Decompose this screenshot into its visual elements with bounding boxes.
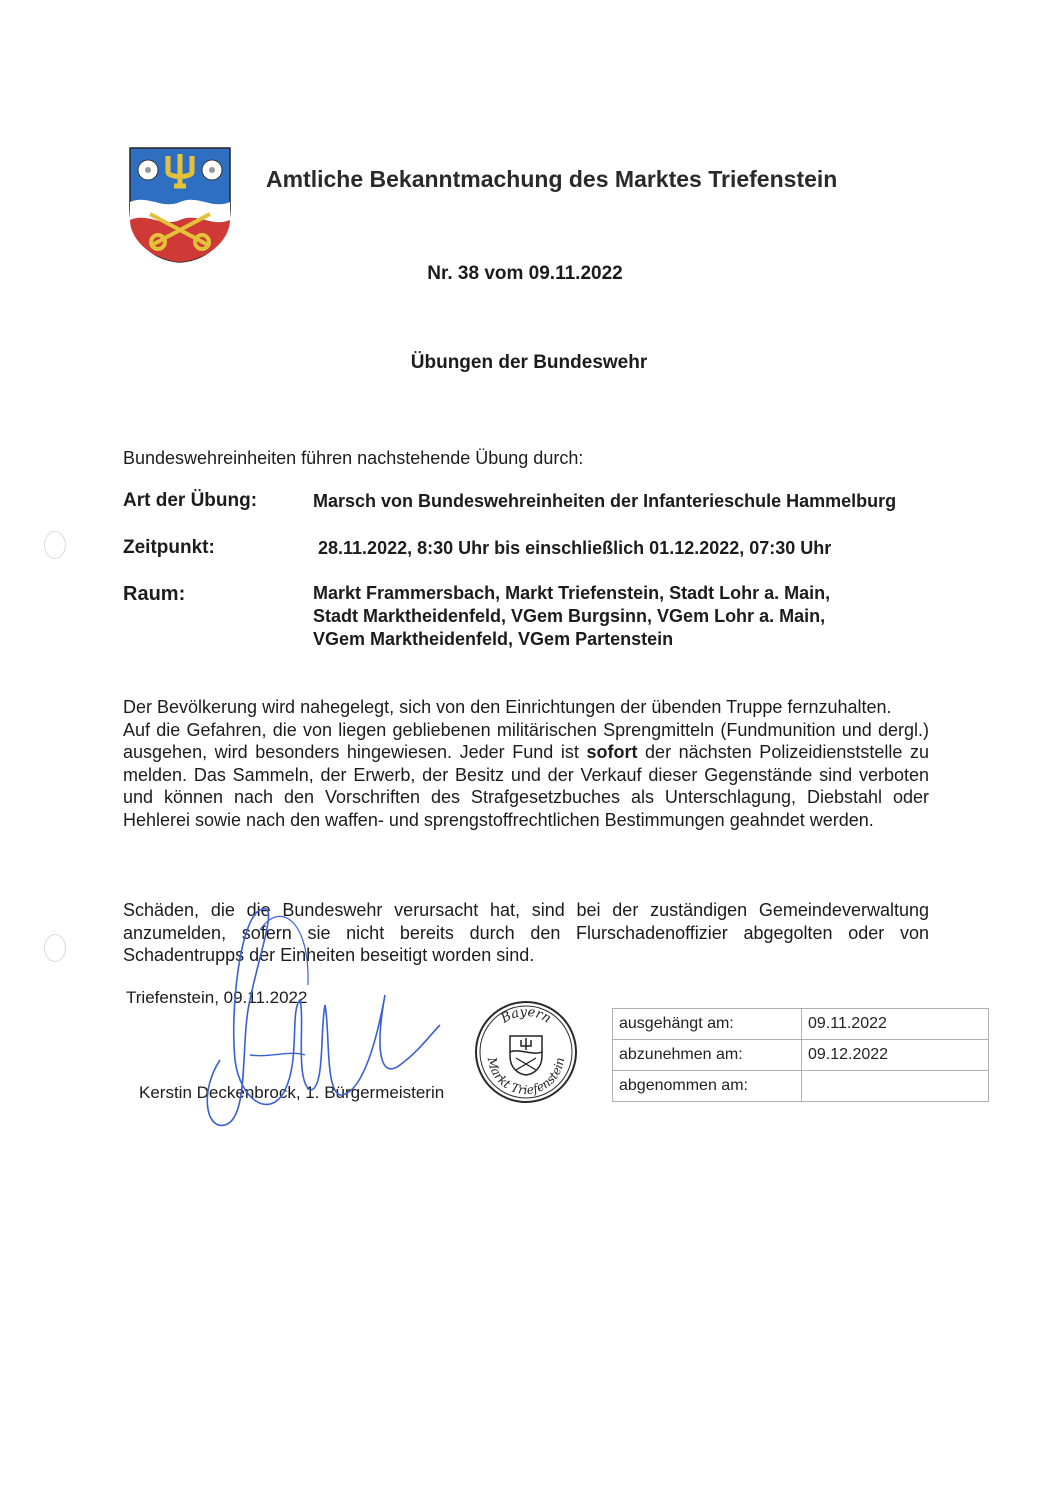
table-row	[613, 1071, 989, 1102]
posting-value: 09.12.2022	[802, 1040, 989, 1071]
posting-table	[612, 1008, 989, 1102]
exercise-type-label: Art der Übung:	[123, 490, 258, 511]
body-text: der nächsten Polizeidienststelle zu melden. Das Sammeln, der Erwerb, der Besitz und der Verkauf dieser Gegenstände sind verboten und können nach den Vorschriften des Strafgesetzbuches als Unterschlagung, Diebstahl oder Hehlerei sowie nach den waffen- und sprengstoffrechtlichen Bestimmungen geahndet werden.	[123, 742, 929, 830]
intro-text: Bundeswehreinheiten führen nachstehende Übung durch:	[123, 448, 584, 468]
handwritten-signature	[190, 890, 450, 1140]
seal-bottom-text: Markt Triefenstein	[484, 1055, 568, 1098]
time-value: 28.11.2022, 8:30 Uhr bis einschließlich 01.12.2022, 07:30 Uhr	[318, 538, 832, 558]
area-value	[313, 582, 830, 651]
issue-number-text: Nr. 38 vom 09.11.2022	[427, 263, 623, 284]
seal-top-text: Bayern	[498, 1004, 554, 1027]
page-title: Amtliche Bekanntmachung des Marktes Triefenstein	[266, 166, 838, 192]
body-paragraph-2: Schäden, die die Bundeswehr verursacht hat, sind bei der zuständigen Gemeindeverwaltung anzumelden, sofern sie nicht bereits durch den Flurschadenoffizier abgegolten oder von Schadentrupps der Einheiten beseitigt worden sind.	[123, 900, 929, 965]
body-sentence	[123, 719, 929, 832]
svg-text:Bayern	[498, 1005, 554, 1027]
issue-number	[0, 263, 1058, 285]
coat-of-arms-logo	[128, 146, 232, 264]
exercise-type-value: Marsch von Bundeswehreinheiten der Infanterieschule Hammelburg	[313, 491, 897, 511]
body-sentence: Der Bevölkerung wird nahegelegt, sich von den Einrichtungen der übenden Truppe fernzuhalten.	[123, 697, 892, 717]
punch-hole	[44, 531, 66, 559]
emphasis-text: sofort	[586, 742, 638, 762]
place-date: Triefenstein, 09.11.2022	[126, 988, 308, 1007]
posting-value: 09.11.2022	[802, 1009, 989, 1040]
area-label: Raum:	[123, 583, 186, 605]
posting-label: abzunehmen am:	[613, 1040, 802, 1071]
signer-name: Kerstin Deckenbrock, 1. Bürgermeisterin	[139, 1083, 445, 1102]
posting-label: abgenommen am:	[613, 1071, 802, 1102]
official-seal	[474, 1000, 578, 1104]
posting-label: ausgehängt am:	[613, 1009, 802, 1040]
body-paragraph-1	[123, 696, 929, 831]
notice-subject: Übungen der Bundeswehr	[410, 352, 648, 373]
table-row	[613, 1009, 989, 1040]
area-line: VGem Marktheidenfeld, VGem Partenstein	[313, 629, 674, 649]
area-line: Markt Frammersbach, Markt Triefenstein, Stadt Lohr a. Main,	[313, 583, 831, 603]
punch-hole	[44, 934, 66, 962]
svg-text:Markt Triefenstein	[484, 1055, 567, 1097]
area-line: Stadt Marktheidenfeld, VGem Burgsinn, VGem Lohr a. Main,	[313, 606, 826, 626]
time-label: Zeitpunkt:	[123, 537, 215, 558]
body-text: Auf die Gefahren, die von liegen gebliebenen militärischen Sprengmitteln (Fundmunition und dergl.) ausgehen, wird besonders hingewiesen. Jeder Fund ist	[123, 719, 929, 762]
posting-value	[802, 1071, 989, 1102]
table-row	[613, 1040, 989, 1071]
